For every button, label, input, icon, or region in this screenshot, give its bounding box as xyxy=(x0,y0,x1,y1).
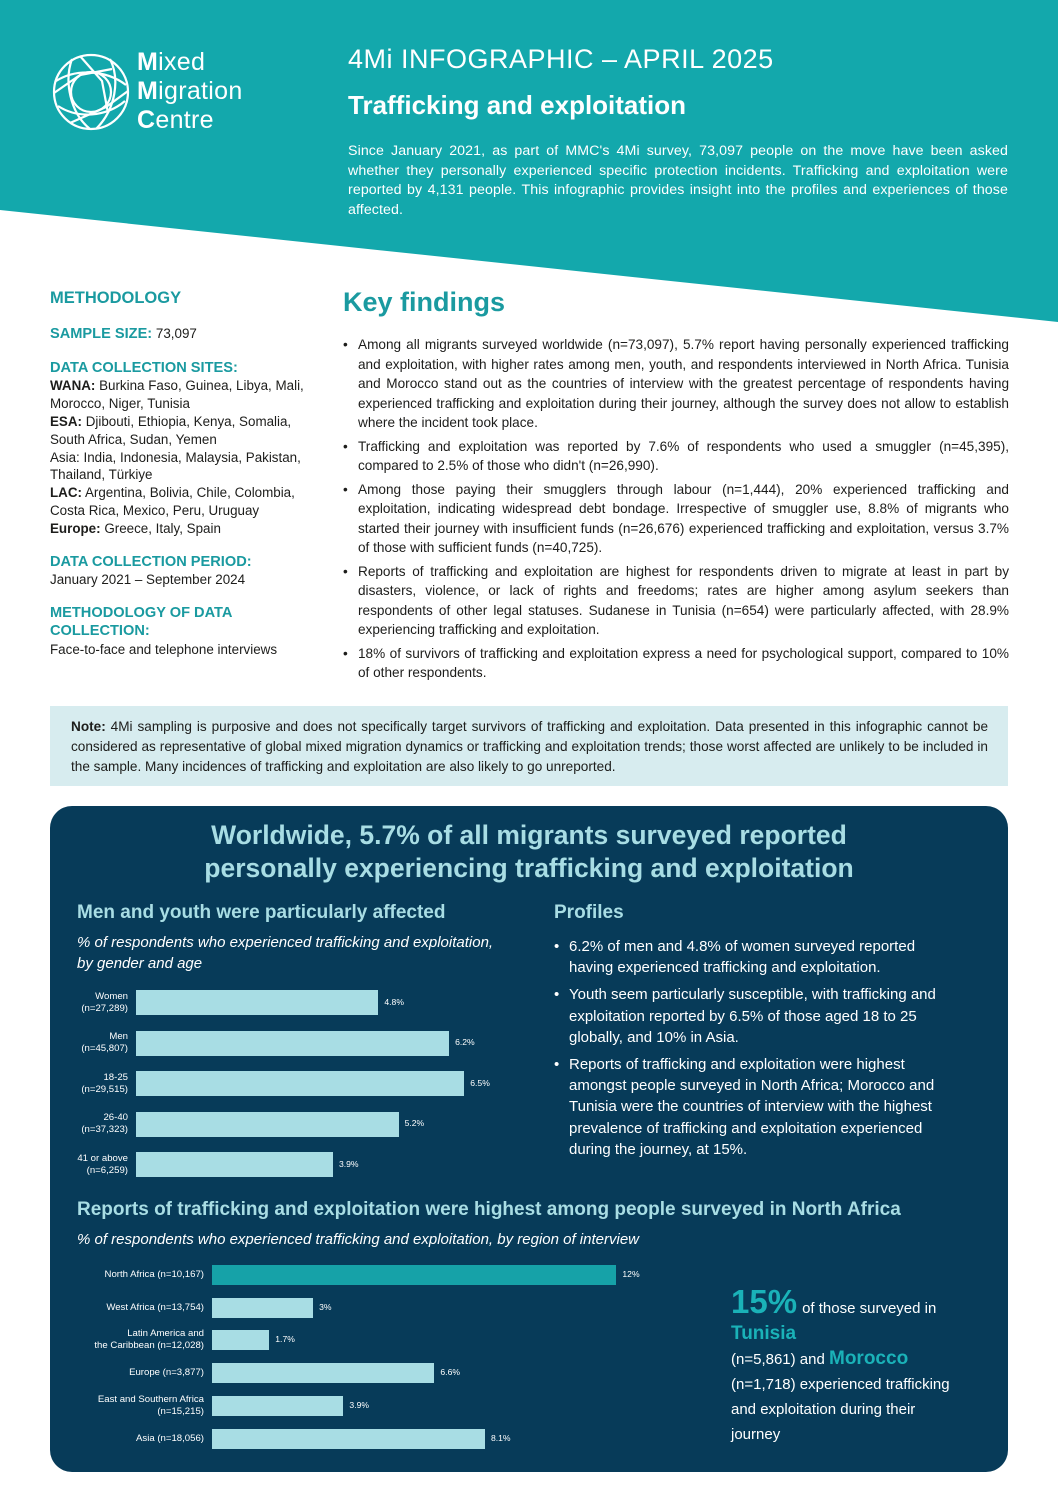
bar-value-label: 8.1% xyxy=(490,1432,511,1443)
finding-item: • Among those paying their smugglers through labour (n=1,444), 20% experienced trafficking and exploitation, indicating widespread debt bondage. Irrespective of smuggler use, 8.8% of migrants who started their journey with insufficient funds (n=26,676) experienced trafficking and exploitation, versus 3.7% of those with sufficient funds (n=40,725). xyxy=(343,480,1009,558)
methodology-column xyxy=(50,290,320,675)
sample-size: SAMPLE SIZE: 73,097 xyxy=(50,325,197,342)
callout-country-morocco: Morocco xyxy=(829,1348,909,1370)
tunisia-morocco-callout: 15% of those surveyed in Tunisia (n=5,861) and Morocco (n=1,718) experienced trafficking and exploitation during their journey xyxy=(731,1283,950,1443)
bar-label: Asia (n=18,056) xyxy=(136,1432,204,1444)
sampling-note: Note: 4Mi sampling is purposive and does not specifically target survivors of trafficking and exploitation. Data presented in this infographic cannot be considered as representative of global mixed migration dynamics or trafficking and exploitation trends; those worst affected are unlikely to be included in the sample. Many incidences of trafficking and exploitation are also likely to go unreported. xyxy=(50,706,1008,786)
bar xyxy=(136,1112,399,1137)
bar-label: 18-25 (n=29,515) xyxy=(81,1071,128,1095)
bar xyxy=(212,1363,434,1383)
intro-paragraph: Since January 2021, as part of MMC's 4Mi survey, 73,097 people on the move have been asked whether they personally experienced specific protection incidents. Trafficking and exploitation were reported by 4,131 people. This infographic provides insight into the profiles and experiences of those affected. xyxy=(348,143,1008,218)
globe-logo-icon xyxy=(50,51,132,133)
bar-value-label: 3.9% xyxy=(338,1158,359,1169)
bar-value-label: 12% xyxy=(622,1269,640,1279)
bar-value-label: 3% xyxy=(319,1301,332,1312)
site-esa: ESA: Djibouti, Ethiopia, Kenya, Somalia, South Africa, Sudan, Yemen xyxy=(50,413,292,447)
profiles-list xyxy=(554,936,954,1166)
callout-percentage: 15% xyxy=(731,1283,798,1320)
profile-item: • Youth seem particularly susceptible, with trafficking and exploitation reported by 6.5% of those aged 18 to 25 globally, and 10% in Asia. xyxy=(554,984,954,1048)
finding-item: • 18% of survivors of trafficking and exploitation express a need for psychological support, compared to 10% of other respondents. xyxy=(343,644,1009,683)
bar-value-label: 5.2% xyxy=(404,1118,425,1128)
bar xyxy=(212,1396,343,1416)
bar-label: West Africa (n=13,754) xyxy=(106,1301,204,1313)
bar xyxy=(136,1152,333,1177)
bar-label: East and Southern Africa (n=15,215) xyxy=(97,1393,204,1417)
bar-value-label: 6.5% xyxy=(470,1077,490,1088)
bar xyxy=(212,1429,485,1449)
bar-label: North Africa (n=10,167) xyxy=(104,1269,204,1280)
collection-sites: DATA COLLECTION SITES: WANA: Burkina Faso, Guinea, Libya, Mali, Morocco, Niger, Tunisia ESA: Djibouti, Ethiopia, Kenya, Somalia, South Africa, Sudan, Yemen Asia: India, Indonesia, Malaysia, Pakistan, Thailand, Türkiye LAC: Argentina, Bolivia, Chile, Colombia, Costa Rica, Mexico, Peru, Uruguay Europe: Greece, Italy, Spain xyxy=(50,360,320,538)
page-title: Trafficking and exploitation xyxy=(348,90,687,120)
logo-wordmark: Mixed Migration Centre xyxy=(137,48,243,134)
site-europe: Europe: Greece, Italy, Spain xyxy=(50,520,221,536)
bar xyxy=(212,1265,616,1285)
bar-value-label: 1.7% xyxy=(275,1334,295,1345)
panel-title: Worldwide, 5.7% of all migrants surveyed reported personally experiencing trafficking and exploitation xyxy=(204,820,854,883)
bar-label: Men (n=45,807) xyxy=(81,1031,128,1054)
infographic-kicker: 4Mi INFOGRAPHIC – APRIL 2025 xyxy=(348,44,774,74)
bar-label: Latin America and the Caribbean (n=12,028) xyxy=(94,1328,204,1352)
finding-item: • Reports of trafficking and exploitation are highest for respondents driven to migrate at least in part by disasters, violence, or lack of rights and freedoms; rates are higher among asylum seekers than respondents of other legal statuses. Sudanese in Tunisia (n=654) were particularly affected, with 28.9% experiencing trafficking and exploitation. xyxy=(343,562,1009,640)
region-chart-title: Reports of trafficking and exploitation were highest among people surveyed in North Africa xyxy=(77,1199,901,1220)
methodology-heading: METHODOLOGY xyxy=(50,289,182,307)
key-findings xyxy=(343,287,1009,687)
bar xyxy=(136,990,378,1015)
bar-label: Europe (n=3,877) xyxy=(129,1367,204,1379)
collection-period: DATA COLLECTION PERIOD: January 2021 – September 2024 xyxy=(50,553,252,588)
bar-value-label: 4.8% xyxy=(384,996,404,1007)
statistics-panel xyxy=(50,806,1008,1472)
key-findings-title: Key findings xyxy=(343,287,506,317)
bar-label: Women (n=27,289) xyxy=(81,990,128,1014)
bar xyxy=(136,1071,464,1096)
bar xyxy=(136,1031,449,1056)
bar-value-label: 6.6% xyxy=(440,1367,460,1378)
site-wana: WANA: Burkina Faso, Guinea, Libya, Mali, Morocco, Niger, Tunisia xyxy=(50,378,304,412)
site-lac: LAC: Argentina, Bolivia, Chile, Colombia, Costa Rica, Mexico, Peru, Uruguay xyxy=(50,485,295,518)
region-chart-subtitle: % of respondents who experienced trafficking and exploitation, by region of interview xyxy=(77,1231,639,1248)
key-findings-list xyxy=(343,335,1009,683)
site-asia: Asia: India, Indonesia, Malaysia, Pakistan, Thailand, Türkiye xyxy=(50,449,301,483)
finding-item: • Among all migrants surveyed worldwide (n=73,097), 5.7% report having personally experienced trafficking and exploitation, with higher rates among men, youth, and respondents interviewed in North Africa. Tunisia and Morocco stand out as the countries of interview with the greatest percentage of respondents having experienced trafficking and exploitation during their journey, although the survey does not allow to establish where the incident took place. xyxy=(343,335,1009,433)
bar xyxy=(212,1330,269,1350)
profile-item: • Reports of trafficking and exploitation were highest amongst people surveyed in North Africa; Morocco and Tunisia were the countries of interview with the highest prevalence of trafficking and exploitation experienced during the journey, at 15%. xyxy=(554,1054,954,1160)
gender-age-chart-subtitle: % of respondents who experienced trafficking and exploitation, by gender and age xyxy=(77,934,494,972)
bar-value-label: 3.9% xyxy=(349,1399,370,1410)
profile-item: • 6.2% of men and 4.8% of women surveyed reported having experienced trafficking and exploitation. xyxy=(554,936,954,978)
profiles-title: Profiles xyxy=(554,902,624,923)
finding-item: • Trafficking and exploitation was reported by 7.6% of respondents who used a smuggler (n=45,395), compared to 2.5% of those who didn't (n=26,990). xyxy=(343,437,1009,476)
bar-value-label: 6.2% xyxy=(455,1037,475,1047)
collection-method: METHODOLOGY OF DATA COLLECTION: Face-to-face and telephone interviews xyxy=(50,605,278,657)
bar-label: 41 or above (n=6,259) xyxy=(77,1152,128,1176)
bar xyxy=(212,1298,313,1318)
bar-label: 26-40 (n=37,323) xyxy=(81,1112,128,1135)
gender-age-chart-title: Men and youth were particularly affected xyxy=(77,902,446,923)
mmc-logo xyxy=(50,48,243,135)
callout-country-tunisia: Tunisia xyxy=(731,1322,797,1344)
